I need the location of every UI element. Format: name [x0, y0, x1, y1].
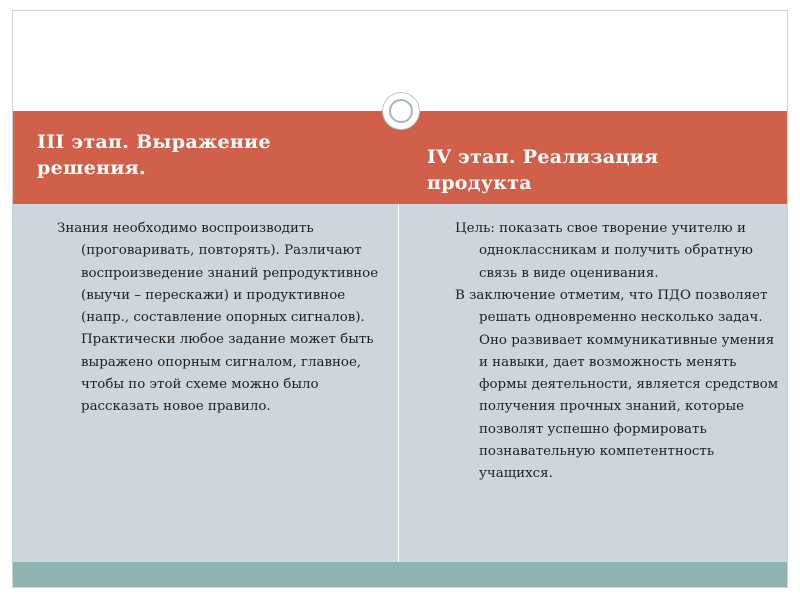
footer-bar	[13, 562, 788, 588]
circle-connector-inner	[389, 99, 413, 123]
header-stage-4: IV этап. Реализация продукта	[427, 146, 659, 194]
slide	[12, 10, 788, 588]
right-paragraph-goal: Цель: показать свое творение учителю и одноклассникам и получить обратную связь в виде оценивания.	[455, 221, 753, 281]
header-stage-3: III этап. Выражение решения.	[37, 131, 271, 179]
left-paragraph: Знания необходимо воспроизводить (проговаривать, повторять). Различают воспроизведение знаний репродуктивное (выучи – перескажи) и продуктивное (напр., составление опорных сигналов). Практически любое задание может быть выражено опорным сигналом, главное, чтобы по этой схеме можно было рассказать новое правило.	[57, 221, 379, 415]
left-column	[13, 204, 399, 562]
table-body-row	[13, 204, 788, 562]
right-column	[400, 204, 788, 562]
circle-connector-icon	[383, 93, 419, 129]
right-paragraph-conclusion: В заключение отметим, что ПДО позволяет решать одновременно несколько задач. Оно развивает коммуникативные умения и навыки, дает возможность менять формы деятельности, является средством получения прочных знаний, которые позволят успешно формировать познавательную компетентность учащихся.	[455, 288, 779, 482]
